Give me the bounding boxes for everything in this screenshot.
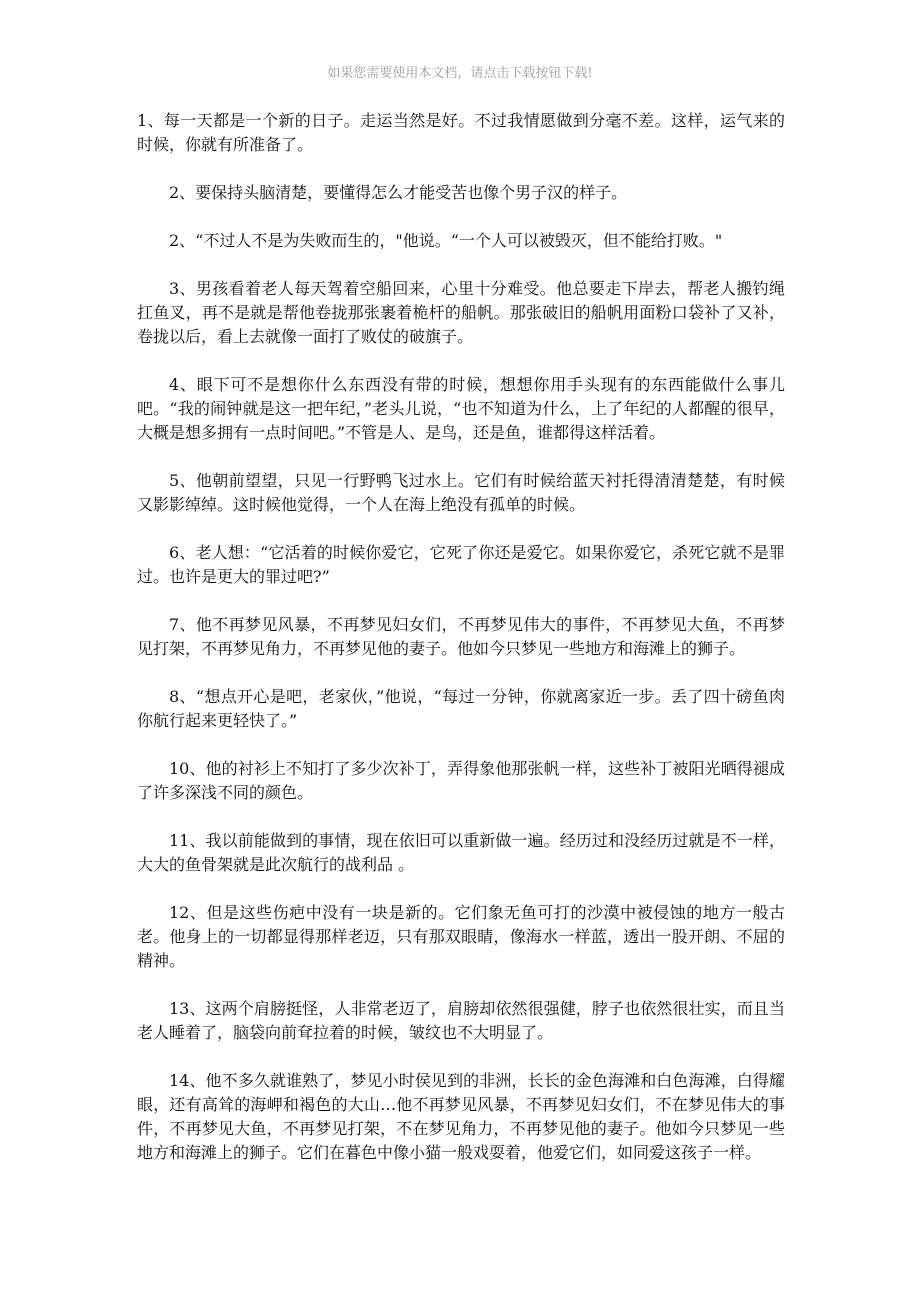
- quote-paragraph: 8、“想点开心是吧，老家伙，”他说，“每过一分钟，你就离家近一步。丢了四十磅鱼肉你航行起来更轻快了。”: [137, 687, 785, 730]
- quote-paragraph: 12、但是这些伤疤中没有一块是新的。它们象无鱼可打的沙漠中被侵蚀的地方一般古老。他身上的一切都显得那样老迈，只有那双眼睛，像海水一样蓝，透出一股开朗、不屈的精神。: [137, 903, 785, 970]
- document-body: [137, 109, 785, 1189]
- quote-paragraph: 10、他的衬衫上不知打了多少次补丁，弄得象他那张帆一样，这些补丁被阳光晒得褪成了许多深浅不同的颜色。: [137, 759, 785, 802]
- download-notice: 如果您需要使用本文档，请点击下载按钮下载!: [327, 66, 593, 81]
- quote-paragraph: 2、要保持头脑清楚，要懂得怎么才能受苦也像个男子汉的样子。: [169, 183, 628, 202]
- quote-paragraph: 14、他不多久就谁熟了，梦见小时侯见到的非洲，长长的金色海滩和白色海滩，白得耀眼，还有高耸的海岬和褐色的大山…他不再梦见风暴，不再梦见妇女们，不在梦见伟大的事件，不再梦见大鱼，不再梦见打架，不在梦见角力，不再梦见他的妻子。他如今只梦见一些地方和海滩上的狮子。它们在暮色中像小猫一般戏耍着，他爱它们，如同爱这孩子一样。: [137, 1071, 785, 1162]
- quote-paragraph: 1、每一天都是一个新的日子。走运当然是好。不过我情愿做到分毫不差。这样，运气来的时候，你就有所准备了。: [137, 111, 785, 154]
- quote-paragraph: 3、男孩看着老人每天驾着空船回来，心里十分难受。他总要走下岸去，帮老人搬钓绳扛鱼叉，再不是就是帮他卷拢那张裹着桅杆的船帆。那张破旧的船帆用面粉口袋补了又补，卷拢以后，看上去就像一面打了败仗的破旗子。: [137, 279, 785, 346]
- quote-paragraph: 7、他不再梦见风暴，不再梦见妇女们，不再梦见伟大的事件，不再梦见大鱼，不再梦见打架，不再梦见角力，不再梦见他的妻子。他如今只梦见一些地方和海滩上的狮子。: [137, 615, 785, 658]
- quote-paragraph: 2、“不过人不是为失败而生的，"他说。“一个人可以被毁灭，但不能给打败。": [169, 231, 723, 250]
- quote-paragraph: 5、他朝前望望，只见一行野鸭飞过水上。它们有时候给蓝天衬托得清清楚楚，有时候又影影绰绰。这时候他觉得，一个人在海上绝没有孤单的时候。: [137, 471, 785, 514]
- quote-paragraph: 11、我以前能做到的事情，现在依旧可以重新做一遍。经历过和没经历过就是不一样，大大的鱼骨架就是此次航行的战利品 。: [137, 831, 785, 874]
- quote-paragraph: 4、眼下可不是想你什么东西没有带的时候，想想你用手头现有的东西能做什么事儿吧。“我的闹钟就是这一把年纪，”老头儿说，“也不知道为什么，上了年纪的人都醒的很早，大概是想多拥有一点时间吧。”不管是人、是鸟，还是鱼，谁都得这样活着。: [137, 375, 785, 442]
- quote-paragraph: 6、老人想：“它活着的时候你爱它，它死了你还是爱它。如果你爱它，杀死它就不是罪过。也许是更大的罪过吧?”: [137, 543, 785, 586]
- quote-paragraph: 13、这两个肩膀挺怪，人非常老迈了，肩膀却依然很强健，脖子也依然很壮实，而且当老人睡着了，脑袋向前耷拉着的时候，皱纹也不大明显了。: [137, 999, 785, 1042]
